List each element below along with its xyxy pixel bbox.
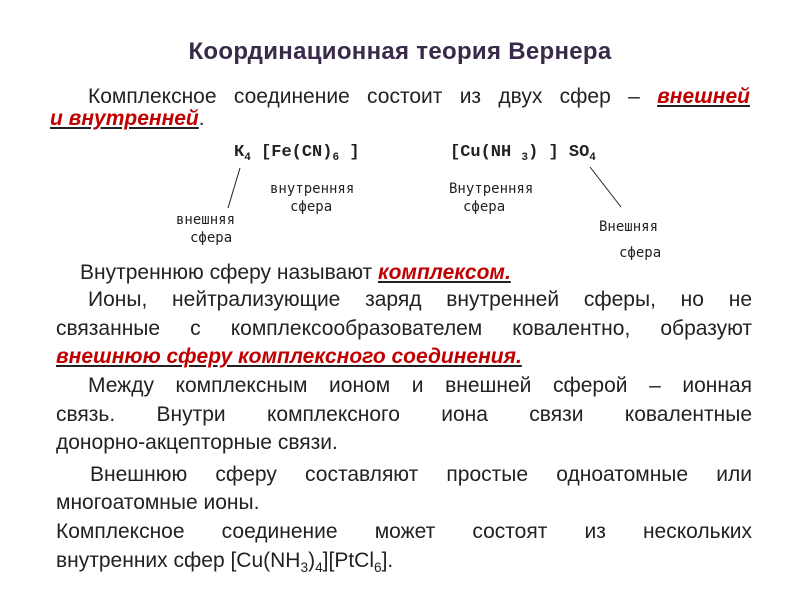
intro-text: Комплексное соединение состоит из двух сфер – — [88, 85, 658, 108]
p4-line-1: Внешнюю сферу составляют простые одноатомные или — [90, 463, 752, 486]
formula-so-sub: 4 — [589, 151, 596, 164]
intro-highlight-outer: внешней — [657, 85, 750, 108]
p3-line-3: донорно-акцепторные связи. — [56, 431, 338, 454]
p5-line-2 — [56, 546, 393, 582]
pointer-line-outer-1 — [228, 168, 240, 208]
p5-sub-6: 6 — [374, 559, 382, 575]
label-inner-sphere-1 — [270, 180, 354, 216]
label-inner-1-b: сфера — [290, 199, 333, 215]
label-inner-2-b: сфера — [463, 199, 506, 215]
p3-line-1: Между комплексным ионом и внешней сферой – ионная — [88, 374, 752, 397]
label-inner-sphere-2 — [449, 180, 533, 216]
p5-line2-a: внутренних сфер [Cu(NH — [56, 549, 301, 572]
formula-fe-close: ] — [349, 143, 360, 162]
p3-line-2: связь. Внутри комплексного иона связи ковалентные — [56, 403, 752, 426]
formula-fe-cn: [Fe(CN) — [261, 143, 333, 162]
label-outer-2-b: сфера — [619, 245, 662, 261]
intro-end: . — [198, 107, 205, 130]
p5-sub-4: 4 — [315, 559, 323, 575]
label-outer-1-a: внешняя — [176, 212, 236, 228]
p1-text: Внутреннюю сферу называют — [80, 261, 378, 284]
label-outer-2-a: Внешняя — [599, 219, 659, 235]
formula-nh-sub: 3 — [521, 151, 529, 164]
formula-cu-nh: [Cu(NH — [450, 143, 512, 162]
page-title: Координационная теория Вернера — [188, 38, 612, 65]
label-inner-2-a: Внутренняя — [449, 181, 534, 197]
p1-highlight: комплексом. — [377, 261, 511, 284]
formula-fe-sub: 6 — [332, 151, 340, 164]
p5-line2-b: ) — [308, 549, 316, 572]
label-outer-sphere-2 — [599, 214, 661, 266]
formula-k-sub: 4 — [244, 151, 251, 164]
paragraph-complex — [80, 258, 511, 287]
pointer-line-outer-2 — [590, 167, 621, 207]
formula-so: ) ] SO — [528, 143, 590, 162]
p5-sub-3: 3 — [300, 559, 309, 575]
p2-line-3 — [56, 342, 522, 371]
p5-line-1: Комплексное соединение может состоят из нескольких — [56, 520, 752, 543]
p2-highlight: внешнюю сферу комплексного соединения. — [56, 345, 522, 368]
formula-k: К — [234, 143, 245, 162]
p5-line2-c: ][PtCl — [322, 549, 374, 572]
label-outer-1-b: сфера — [190, 230, 233, 246]
p2-line-1: Ионы, нейтрализующие заряд внутренней сферы, но не — [88, 288, 752, 311]
label-inner-1-a: внутренняя — [270, 181, 355, 197]
p2-line-2: связанные с комплексообразователем ковалентно, образуют — [56, 317, 752, 340]
p5-line2-d: ]. — [381, 549, 394, 572]
label-outer-sphere-1 — [176, 211, 235, 247]
p4-line-2: многоатомные ионы. — [56, 491, 260, 514]
intro-highlight-inner: и внутренней — [50, 107, 199, 130]
